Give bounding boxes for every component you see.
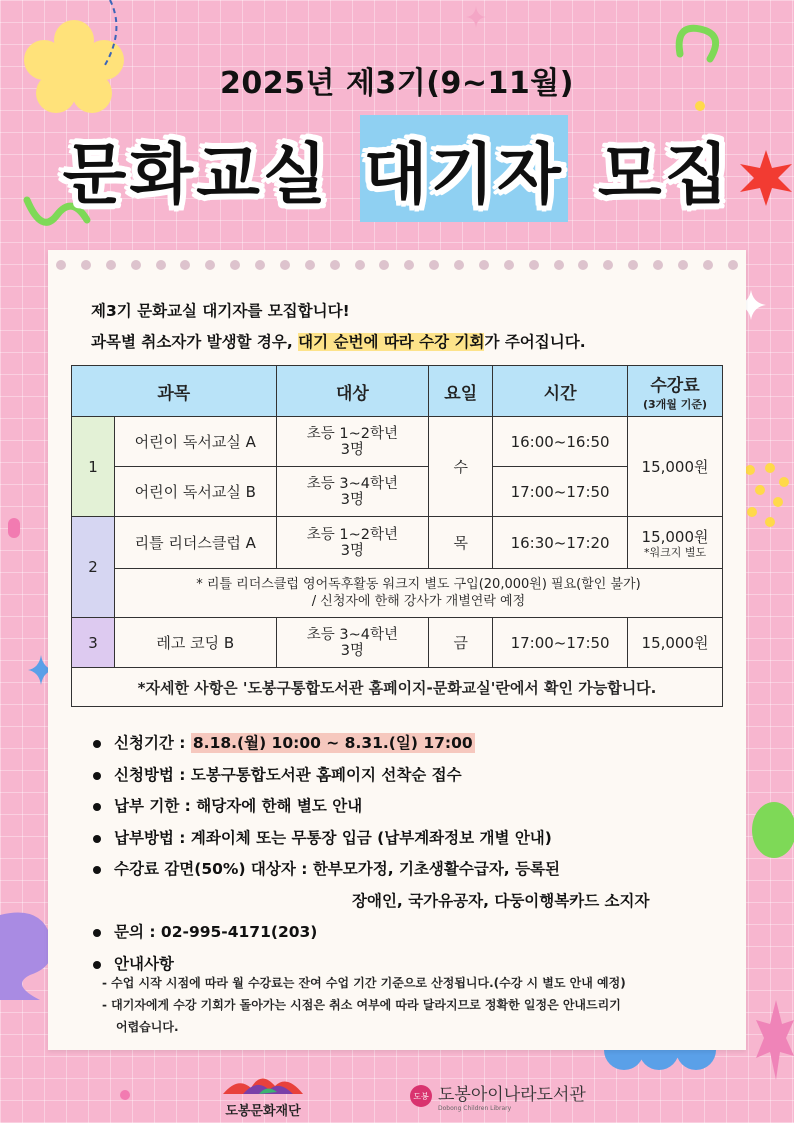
org2-name: 도봉아이나라도서관 xyxy=(438,1085,586,1105)
header-day: 요일 xyxy=(429,366,493,417)
subject-cell: 레고 코딩 B xyxy=(114,618,276,668)
list-item xyxy=(91,728,731,760)
info-list xyxy=(91,728,731,980)
notice-2-cont: 어렵습니다. xyxy=(116,1020,179,1034)
header-time: 시간 xyxy=(493,366,628,417)
time-cell: 17:00~17:50 xyxy=(493,467,628,517)
intro-suffix: 가 주어집니다. xyxy=(484,333,586,351)
green-blob xyxy=(746,800,794,860)
pink-dot-small xyxy=(120,1090,130,1100)
notice-paper xyxy=(48,250,746,1050)
org1-name: 도봉문화재단 xyxy=(225,1104,301,1119)
fee-cell: 15,000원 xyxy=(628,417,723,517)
table-row xyxy=(72,467,723,517)
title-word-2: 대기자 xyxy=(360,115,568,222)
table-row xyxy=(72,618,723,668)
subject-cell: 리틀 리더스클럽 A xyxy=(114,517,276,569)
binder-holes xyxy=(56,260,738,270)
list-item: 안내사항 xyxy=(91,949,731,981)
day-cell: 수 xyxy=(429,417,493,517)
header-subject: 과목 xyxy=(72,366,277,417)
target-grade: 초등 1~2학년 xyxy=(306,526,399,543)
header-fee-label: 수강료 xyxy=(650,375,700,396)
group-number-3: 3 xyxy=(72,618,115,668)
time-cell: 16:00~16:50 xyxy=(493,417,628,467)
course-table xyxy=(71,365,723,707)
fee-value: 15,000원 xyxy=(641,528,709,546)
subtitle: 2025년 제3기(9~11월) xyxy=(220,66,574,101)
time-cell: 17:00~17:50 xyxy=(493,618,628,668)
group-number-1: 1 xyxy=(72,417,115,517)
target-cell xyxy=(276,467,429,517)
time-cell: 16:30~17:20 xyxy=(493,517,628,569)
list-item: 납부 기한 : 해당자에 한해 별도 안내 xyxy=(91,791,731,823)
subject-cell: 어린이 독서교실 A xyxy=(114,417,276,467)
sparkle-pink xyxy=(466,6,486,28)
org2-block xyxy=(438,1080,586,1112)
notice-details xyxy=(102,972,722,1038)
intro-line-2 xyxy=(91,327,586,358)
target-count: 3명 xyxy=(340,441,365,458)
target-count: 3명 xyxy=(340,642,365,659)
children-library-logo xyxy=(410,1080,586,1112)
table-footer-row xyxy=(72,668,723,707)
org2-sub: Dobong Children Library xyxy=(438,1105,512,1112)
table-row xyxy=(72,417,723,467)
day-cell: 금 xyxy=(429,618,493,668)
group-number-2: 2 xyxy=(72,517,115,618)
target-cell xyxy=(276,517,429,569)
target-cell xyxy=(276,618,429,668)
table-footer-note: *자세한 사항은 '도봉구통합도서관 홈페이지-문화교실'란에서 확인 가능합니다. xyxy=(72,668,723,707)
pink-dot xyxy=(8,518,20,538)
title-word-1: 문화교실 xyxy=(62,135,330,213)
target-grade: 초등 3~4학년 xyxy=(306,626,399,643)
intro-prefix: 과목별 취소자가 발생할 경우, xyxy=(91,333,299,351)
target-grade: 초등 3~4학년 xyxy=(306,475,399,492)
day-cell: 목 xyxy=(429,517,493,569)
period-label: 신청기간 : xyxy=(114,734,191,752)
mountain-logo-icon xyxy=(223,1068,303,1094)
target-count: 3명 xyxy=(340,542,365,559)
target-cell xyxy=(276,417,429,467)
note-line-2: / 신청자에 한해 강사가 개별연락 예정 xyxy=(311,594,526,609)
intro-line-1: 제3기 문화교실 대기자를 모집합니다! xyxy=(91,302,350,320)
list-item-continued xyxy=(91,886,731,918)
main-title xyxy=(0,118,794,218)
subject-cell: 어린이 독서교실 B xyxy=(114,467,276,517)
table-row xyxy=(72,517,723,569)
fee-cell xyxy=(628,517,723,569)
yellow-dots xyxy=(742,460,792,530)
pink-star xyxy=(742,1000,794,1080)
list-item: 수강료 감면(50%) 대상자 : 한부모가정, 기초생활수급자, 등록된 xyxy=(91,854,731,886)
period-value: 8.18.(월) 10:00 ~ 8.31.(일) 17:00 xyxy=(192,734,473,752)
target-count: 3명 xyxy=(340,491,365,508)
discount-line-2: 장애인, 국가유공자, 다둥이행복카드 소지자 xyxy=(352,891,650,910)
table-header-row xyxy=(72,366,723,417)
yellow-dot xyxy=(695,101,705,111)
fee-cell: 15,000원 xyxy=(628,618,723,668)
title-word-3: 모집 xyxy=(597,135,732,213)
target-grade: 초등 1~2학년 xyxy=(306,425,399,442)
list-item: 문의 : 02-995-4171(203) xyxy=(91,917,731,949)
header-target: 대상 xyxy=(276,366,429,417)
notice-2: - 대기자에게 수강 기회가 돌아가는 시점은 취소 여부에 따라 달라지므로 정확한 일정은 안내드리기 xyxy=(102,998,621,1012)
notice-1: - 수업 시작 시점에 따라 월 수강료는 잔여 수업 기간 기준으로 산정됩니다.(수강 시 별도 안내 예정) xyxy=(102,976,626,990)
fee-note: *워크지 별도 xyxy=(643,546,707,559)
library-emblem-icon: 도봉 xyxy=(410,1085,432,1107)
header-fee xyxy=(628,366,723,417)
list-item: 신청방법 : 도봉구통합도서관 홈페이지 선착순 접수 xyxy=(91,760,731,792)
group-2-note xyxy=(114,569,722,618)
table-row xyxy=(72,569,723,618)
intro-text xyxy=(91,296,586,358)
dobong-foundation-logo xyxy=(218,1068,308,1119)
header-fee-sub: (3개월 기준) xyxy=(643,397,708,411)
intro-highlight: 대기 순번에 따라 수강 기회 xyxy=(298,333,485,351)
list-item: 납부방법 : 계좌이체 또는 무통장 입금 (납부계좌정보 개별 안내) xyxy=(91,823,731,855)
note-line-1: * 리틀 리더스클럽 영어독후활동 워크지 별도 구입(20,000원) 필요(할인 불가) xyxy=(196,577,641,592)
